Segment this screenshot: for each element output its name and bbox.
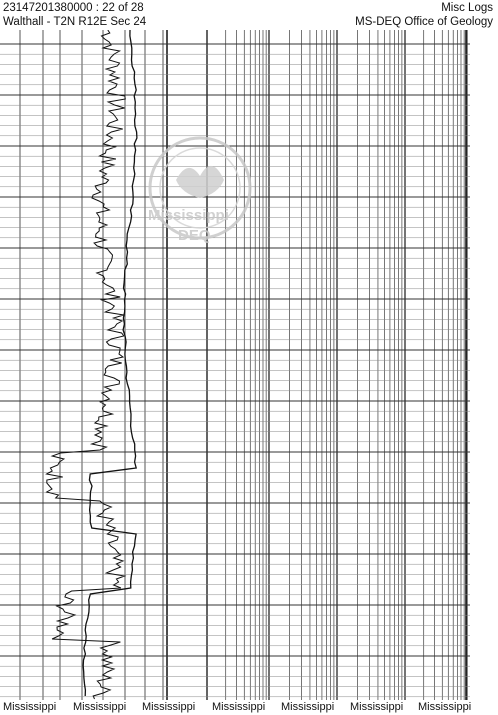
footer-label: Mississippi bbox=[73, 701, 127, 713]
document-type-label: Misc Logs bbox=[441, 2, 493, 14]
gamma-curve bbox=[47, 30, 126, 699]
watermark-line2: DEQ bbox=[178, 227, 211, 244]
footer-label: Mississippi bbox=[281, 701, 335, 713]
footer-label: Mississippi bbox=[418, 701, 472, 713]
footer-label: Mississippi bbox=[350, 701, 404, 713]
agency-label: MS-DEQ Office of Geology bbox=[355, 16, 493, 28]
sp-curve bbox=[83, 30, 137, 696]
well-log-image bbox=[0, 30, 498, 700]
well-id-page-label: 23147201380000 : 22 of 28 bbox=[3, 2, 144, 14]
footer-label: Mississippi bbox=[3, 701, 57, 713]
footer-watermark-strip bbox=[0, 700, 498, 715]
watermark-line1: Mississippi bbox=[148, 207, 229, 224]
footer-label: Mississippi bbox=[212, 701, 266, 713]
seal-emblem-icon bbox=[176, 166, 224, 198]
well-location-label: Walthall - T2N R12E Sec 24 bbox=[3, 16, 147, 28]
log-grid bbox=[0, 30, 470, 700]
footer-label: Mississippi bbox=[142, 701, 196, 713]
well-log-scan bbox=[0, 30, 498, 700]
